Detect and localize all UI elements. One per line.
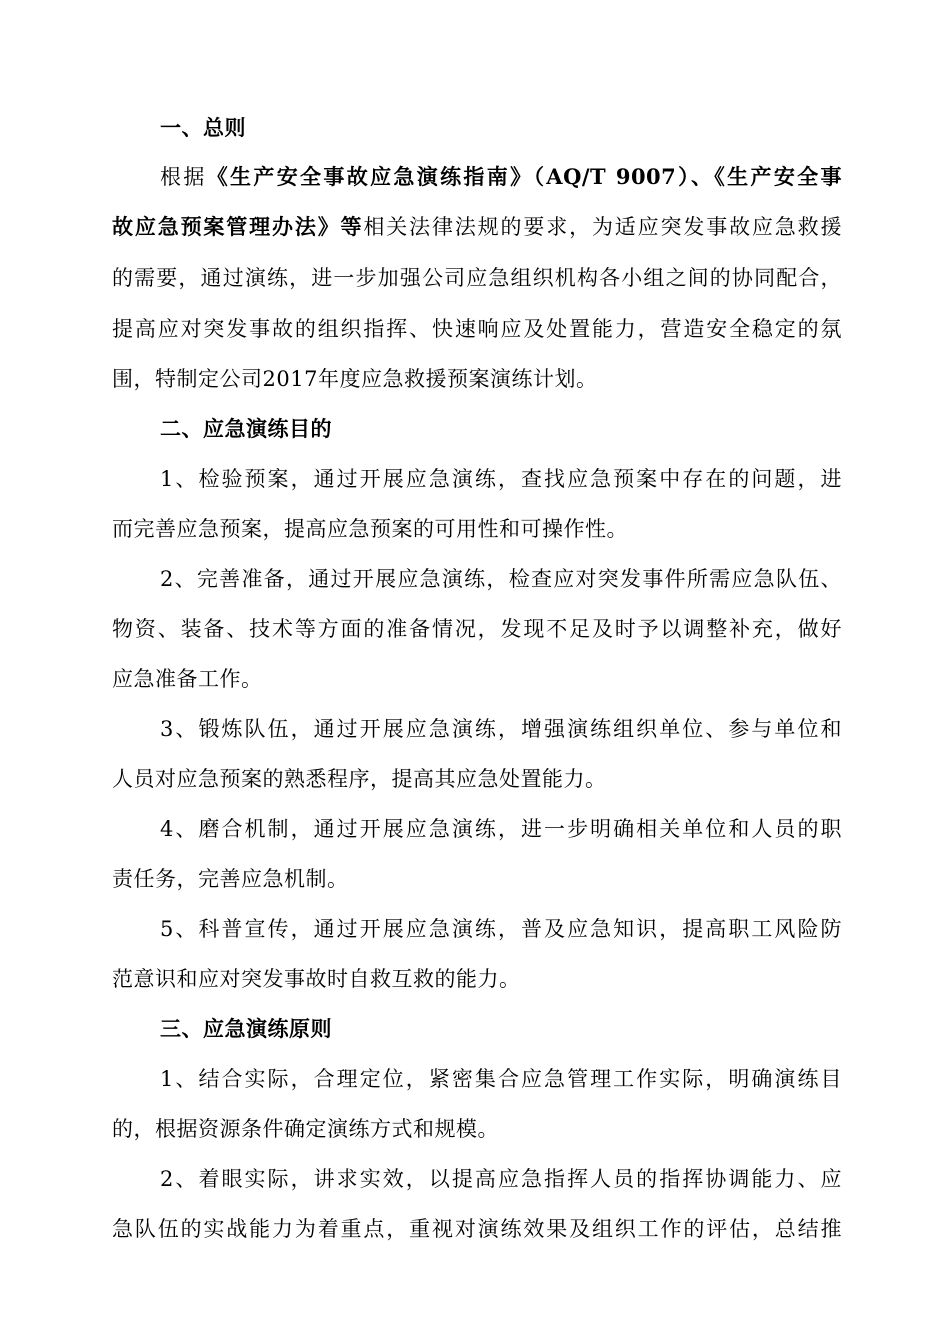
list-item-line: 而完善应急预案，提高应急预案的可用性和可操作性。: [112, 517, 628, 541]
list-item-line: 物资、装备、技术等方面的准备情况，发现不足及时予以调整补充，做好: [112, 617, 842, 641]
section-2-heading: 二、应急演练目的: [160, 416, 332, 441]
list-item-line: 1、结合实际，合理定位，紧密集合应急管理工作实际，明确演练目: [160, 1067, 842, 1091]
paragraph-line: 围，特制定公司2017年度应急救援预案演练计划。: [112, 367, 598, 391]
paragraph-line: [160, 162, 842, 192]
list-item-line: 责任务，完善应急机制。: [112, 867, 349, 891]
paragraph-line: [112, 212, 842, 242]
list-item-line: 急队伍的实战能力为着重点，重视对演练效果及组织工作的评估，总结推: [112, 1217, 842, 1241]
list-item-line: 范意识和应对突发事故时自救互救的能力。: [112, 967, 521, 991]
list-item-line: 1、检验预案，通过开展应急演练，查找应急预案中存在的问题，进: [160, 467, 842, 491]
list-item-line: 2、着眼实际，讲求实效，以提高应急指挥人员的指挥协调能力、应: [160, 1167, 842, 1191]
list-item-line: 的，根据资源条件确定演练方式和规模。: [112, 1117, 499, 1141]
section-1-heading: 一、总则: [160, 115, 246, 140]
list-item-line: 3、锻炼队伍，通过开展应急演练，增强演练组织单位、参与单位和: [160, 717, 842, 741]
section-3-heading: 三、应急演练原则: [160, 1016, 332, 1041]
text-run: 相关法律法规的要求，为适应突发事故应急救援: [363, 215, 843, 239]
list-item-line: 4、磨合机制，通过开展应急演练，进一步明确相关单位和人员的职: [160, 817, 842, 841]
list-item-line: 人员对应急预案的熟悉程序，提高其应急处置能力。: [112, 767, 607, 791]
paragraph-line: 提高应对突发事故的组织指挥、快速响应及处置能力，营造安全稳定的氛: [112, 317, 842, 341]
list-item-line: 2、完善准备，通过开展应急演练，检查应对突发事件所需应急队伍、: [160, 567, 842, 591]
text-run-bold: 故应急预案管理办法》等: [112, 214, 364, 239]
list-item-line: 应急准备工作。: [112, 667, 263, 691]
paragraph-line: 的需要，通过演练，进一步加强公司应急组织机构各小组之间的协同配合，: [112, 266, 842, 290]
list-item-line: 5、科普宣传，通过开展应急演练，普及应急知识，提高职工风险防: [160, 917, 842, 941]
text-run-bold: 《生产安全事故应急演练指南》（AQ/T 9007）、《生产安全事: [206, 164, 843, 189]
text-run: 根据: [160, 165, 207, 189]
